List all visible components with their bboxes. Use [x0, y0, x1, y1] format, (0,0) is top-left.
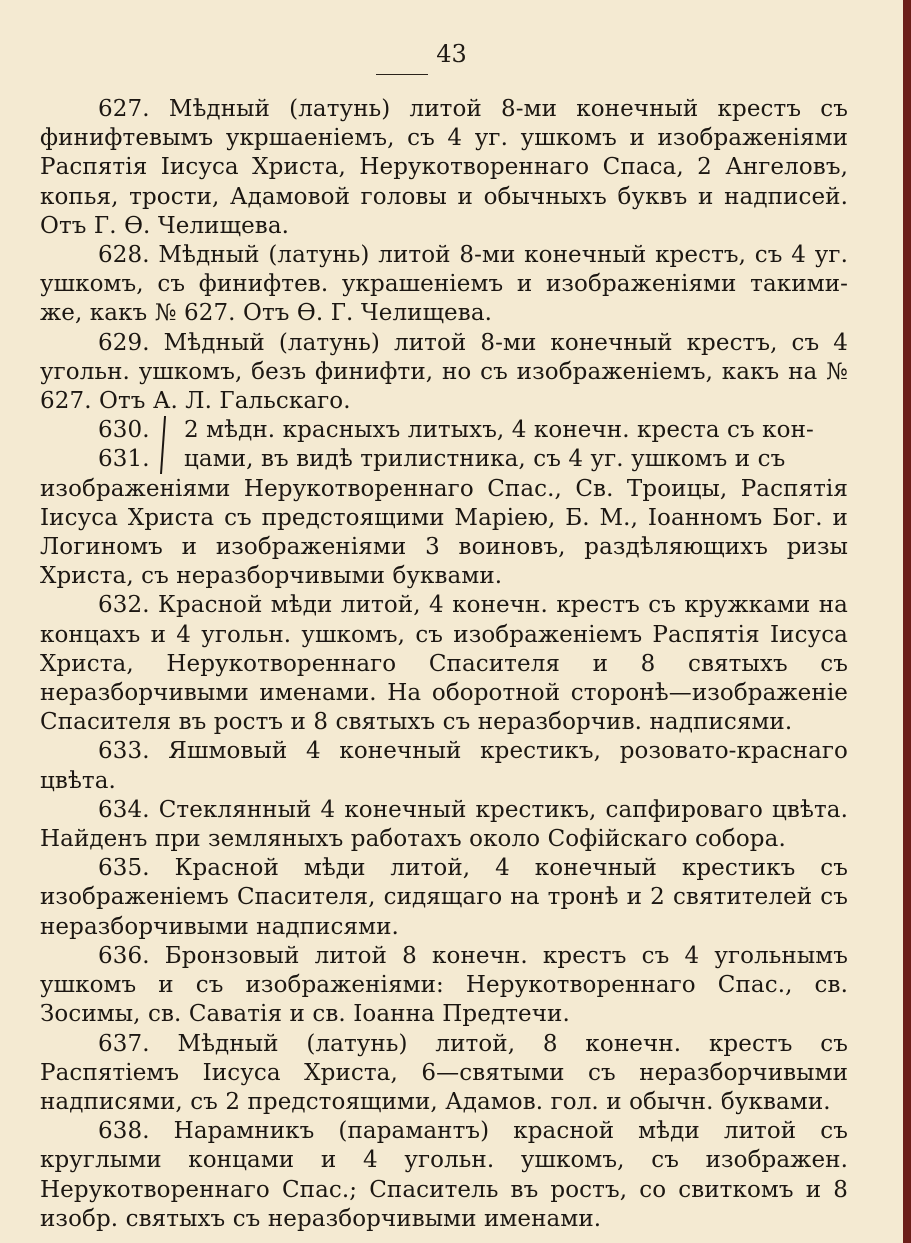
catalog-entry-627	[40, 95, 848, 241]
entry-text: Мѣдный (латунь) литой 8-ми конечный крестъ съ финифтевымъ укршаеніемъ, съ 4 уг. ушкомъ и изображеніями Распятія Іисуса Христа, Нерукотвореннаго Спаса, 2 Ангеловъ, копья, трости, Адамовой головы и обычныхъ буквъ и надписей. Отъ Г. Ѳ. Челищева.	[40, 96, 848, 239]
entry-text: Яшмовый 4 конечный крестикъ, розовато-краснаго цвѣта.	[40, 738, 848, 794]
entry-number: 629.	[98, 329, 150, 356]
entry-number: 633.	[98, 738, 150, 765]
catalog-entry-635	[40, 854, 848, 942]
pair-lines	[184, 416, 848, 474]
entry-number: 634.	[98, 796, 150, 823]
grouping-brace	[160, 416, 176, 474]
catalog-entry-630-631	[98, 416, 848, 474]
catalog-entry-637	[40, 1030, 848, 1118]
entry-text: Красной мѣди литой, 4 конечн. крестъ съ кружками на концахъ и 4 угольн. ушкомъ, съ изображеніемъ Распятія Іисуса Христа, Нерукотвореннаго Спасителя и 8 святыхъ съ неразборчивыми именами. На оборотной сторонѣ—изображеніе Спасителя въ ростъ и 8 святыхъ съ неразборчив. надписями.	[40, 592, 848, 736]
catalog-entry-638	[40, 1117, 848, 1234]
entry-number: 627.	[98, 96, 150, 122]
pair-line-1: 2 мѣдн. красныхъ литыхъ, 4 конечн. креста съ кон-	[184, 417, 814, 444]
catalog-entry-636	[40, 942, 848, 1030]
entry-number-631: 631.	[98, 446, 150, 473]
entry-number: 638.	[98, 1118, 150, 1145]
page-number-rule	[376, 74, 428, 75]
catalog-entry-633	[40, 737, 848, 795]
entry-text: Мѣдный (латунь) литой 8-ми конечный крестъ, съ 4 уг. ушкомъ, съ финифтев. украшеніемъ и изображеніями такими-же, какъ № 627. Отъ Ѳ. Г. Челищева.	[40, 242, 848, 327]
entry-text: Мѣдный (латунь) литой, 8 конечн. крестъ съ Распятіемъ Іисуса Христа, 6—святыми съ неразборчивыми надписями, съ 2 предстоящими, Адамов. гол. и обычн. буквами.	[40, 1030, 849, 1115]
entry-number-630: 630.	[98, 417, 150, 444]
entry-text: Красной мѣди литой, 4 конечный крестикъ съ изображеніемъ Спасителя, сидящаго на тронѣ и 2 святителей съ неразборчивыми надписями.	[40, 855, 848, 940]
catalog-entry-634	[40, 796, 848, 854]
page-number: 43	[436, 40, 467, 68]
catalog-text	[40, 95, 848, 1234]
entry-number: 636.	[98, 942, 150, 969]
entry-text: Мѣдный (латунь) литой 8-ми конечный крестъ, съ 4 угольн. ушкомъ, безъ финифти, но съ изображеніемъ, какъ на № 627. Отъ А. Л. Гальскаго.	[40, 329, 849, 415]
pair-numbers	[98, 416, 162, 474]
entry-number: 632.	[98, 592, 150, 619]
entry-text: Стеклянный 4 конечный крестикъ, сапфироваго цвѣта. Найденъ при земляныхъ работахъ около Софійскаго собора.	[40, 796, 848, 853]
catalog-entry-629	[40, 329, 848, 417]
entry-number: 635.	[98, 855, 150, 882]
entry-text: Нарамникъ (парамантъ) красной мѣди литой съ круглыми концами и 4 угольн. ушкомъ, съ изображен. Нерукотвореннаго Спас.; Спаситель въ ростъ, со свиткомъ и 8 изобр. святыхъ съ неразборчивыми именами.	[40, 1118, 848, 1232]
entry-text: Бронзовый литой 8 конечн. крестъ съ 4 угольнымъ ушкомъ и съ изображеніями: Нерукотвореннаго Спас., св. Зосимы, св. Саватія и св. Іоанна Предтечи.	[40, 942, 848, 1028]
catalog-entry-628	[40, 241, 848, 329]
pair-continuation: изображеніями Нерукотвореннаго Спас., Св. Троицы, Распятія Іисуса Христа съ предстоящими Маріею, Б. М., Іоанномъ Бог. и Логиномъ и изображеніями 3 воиновъ, раздѣляющихъ ризы Христа, съ неразборчивыми буквами.	[40, 475, 848, 590]
pair-line-2: цами, въ видѣ трилистника, съ 4 уг. ушкомъ и съ	[184, 446, 786, 473]
entry-number: 637.	[98, 1030, 150, 1057]
entry-number: 628.	[98, 242, 150, 269]
catalog-entry-632	[40, 591, 848, 737]
